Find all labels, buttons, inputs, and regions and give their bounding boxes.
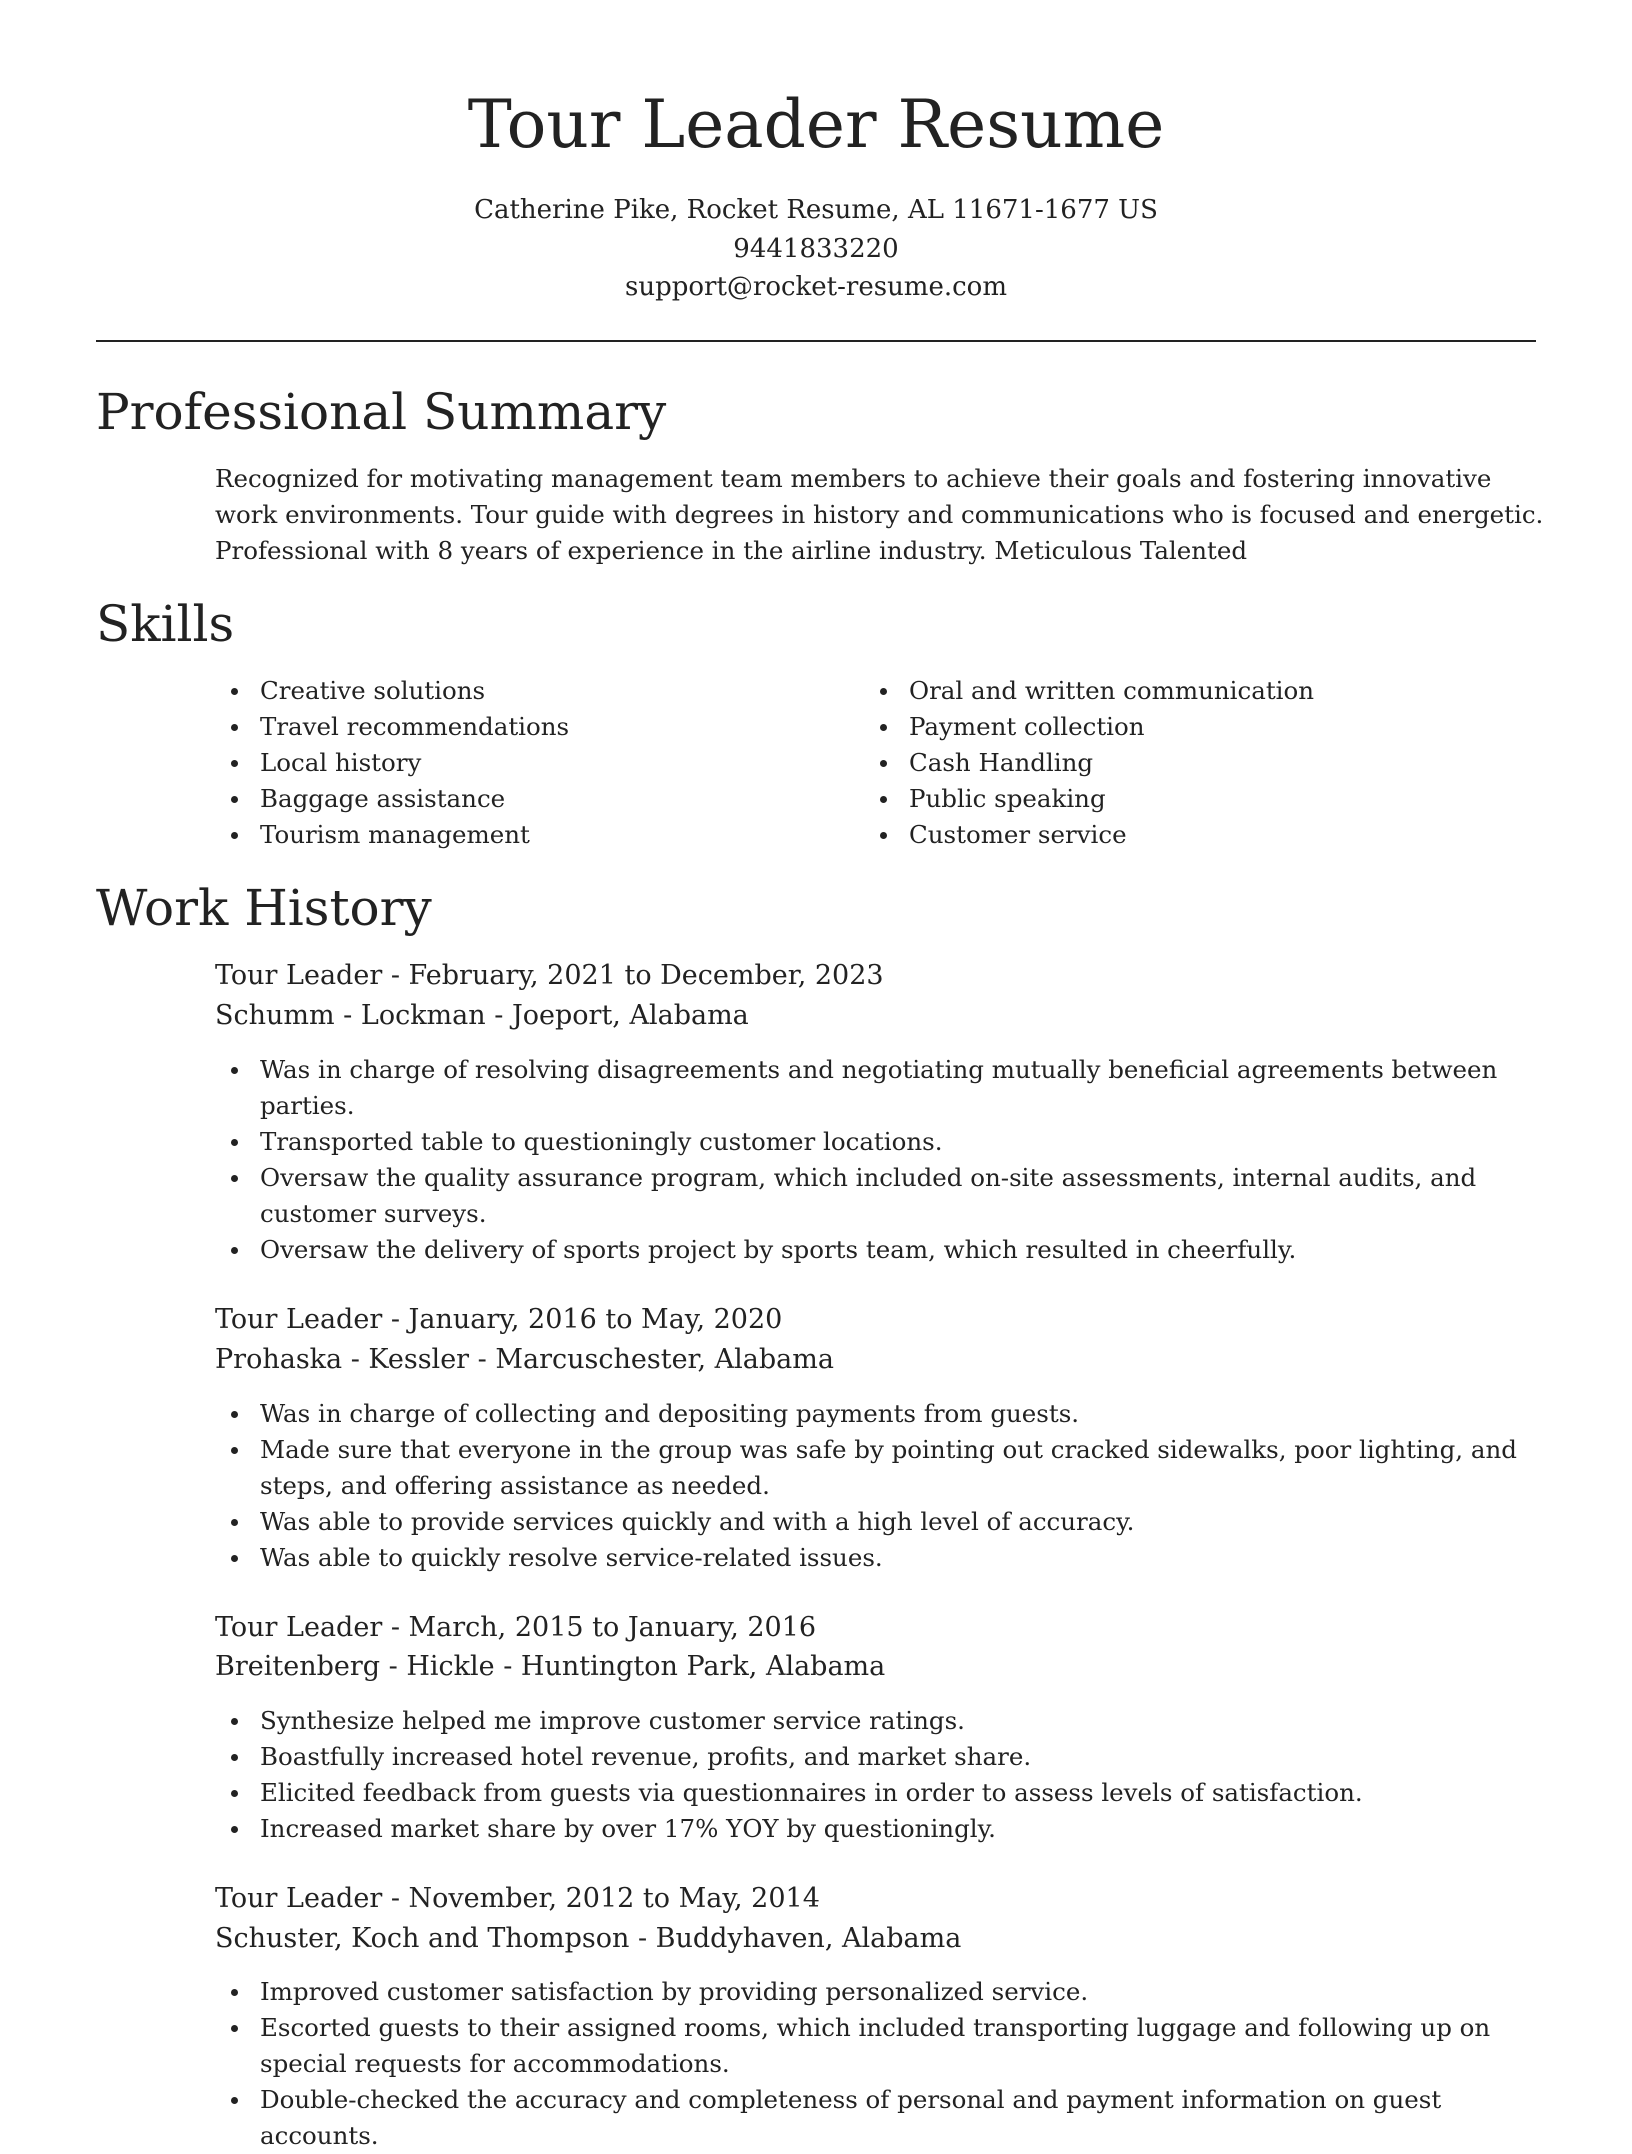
resume-title: Tour Leader Resume (467, 86, 1165, 163)
skill-item: Cash Handling (864, 745, 1424, 781)
skill-item: Payment collection (864, 709, 1424, 745)
work-history-heading: Work History (96, 879, 432, 937)
job-title: Tour Leader (215, 960, 383, 991)
skills-heading: Skills (96, 595, 235, 653)
job-bullet: Oversaw the delivery of sports project by sports team, which resulted in cheerfully. (215, 1232, 1545, 1268)
header-divider (96, 340, 1536, 342)
job-title-line (215, 1608, 816, 1648)
skill-item: Customer service (864, 817, 1424, 853)
job-company-line (215, 1340, 834, 1380)
job-bullets (215, 1974, 1545, 2154)
contact-phone: 9441833220 (733, 234, 899, 264)
job-dates: - March, 2015 to January, 2016 (382, 1612, 817, 1643)
job-bullets (215, 1052, 1545, 1268)
job-bullet: Synthesize helped me improve customer service ratings. (215, 1703, 1545, 1739)
job-bullet: Increased market share by over 17% YOY by questioningly. (215, 1811, 1545, 1847)
job-company-line (215, 1647, 885, 1687)
job-bullet: Was able to quickly resolve service-related issues. (215, 1540, 1545, 1576)
skill-item: Travel recommendations (215, 709, 775, 745)
job-bullet: Was in charge of collecting and depositing payments from guests. (215, 1396, 1545, 1432)
job-bullet: Was able to provide services quickly and with a high level of accuracy. (215, 1504, 1545, 1540)
summary-heading: Professional Summary (96, 383, 667, 441)
job-bullet: Improved customer satisfaction by providing personalized service. (215, 1974, 1545, 2010)
skill-item: Local history (215, 745, 775, 781)
job-bullet: Boastfully increased hotel revenue, profits, and market share. (215, 1739, 1545, 1775)
skill-item: Baggage assistance (215, 781, 775, 817)
job-bullet: Escorted guests to their assigned rooms, which included transporting luggage and following up on special requests for accommodations. (215, 2010, 1545, 2082)
skill-item: Public speaking (864, 781, 1424, 817)
job-location: - Marcuschester, Alabama (469, 1344, 834, 1375)
job-location: - Huntington Park, Alabama (494, 1651, 886, 1682)
job-bullet: Transported table to questioningly customer locations. (215, 1124, 1545, 1160)
contact-email: support@rocket-resume.com (624, 272, 1007, 302)
contact-address: Catherine Pike, Rocket Resume, AL 11671-1677 US (474, 195, 1158, 225)
job-bullet: Oversaw the quality assurance program, which included on-site assessments, internal audits, and customer surveys. (215, 1160, 1545, 1232)
skill-item: Creative solutions (215, 673, 775, 709)
skill-item: Oral and written communication (864, 673, 1424, 709)
job-company: Schuster, Koch and Thompson (215, 1923, 630, 1954)
summary-text: Recognized for motivating management team members to achieve their goals and fostering innovative work environments. Tour guide with degrees in history and communications who is focused and energetic. Professional with 8 years of experience in the airline industry. Meticulous Talented (215, 464, 1544, 565)
job-bullet: Made sure that everyone in the group was safe by pointing out cracked sidewalks, poor lighting, and steps, and offering assistance as needed. (215, 1432, 1545, 1504)
job-company-line (215, 996, 749, 1036)
skills-list-right (864, 673, 1424, 853)
job-dates: - February, 2021 to December, 2023 (382, 960, 884, 991)
job-dates: - November, 2012 to May, 2014 (382, 1883, 820, 1914)
skills-list-left (215, 673, 775, 853)
job-bullet: Double-checked the accuracy and completeness of personal and payment information on guest accounts. (215, 2082, 1545, 2154)
job-bullet: Elicited feedback from guests via questionnaires in order to assess levels of satisfaction. (215, 1775, 1545, 1811)
job-location: - Joeport, Alabama (485, 1000, 749, 1031)
job-title-line (215, 1300, 782, 1340)
job-company: Breitenberg - Hickle (215, 1651, 495, 1682)
job-title: Tour Leader (215, 1883, 383, 1914)
job-bullets (215, 1396, 1545, 1576)
job-title: Tour Leader (215, 1304, 383, 1335)
job-company: Schumm - Lockman (215, 1000, 486, 1031)
job-bullet: Was in charge of resolving disagreements and negotiating mutually beneficial agreements between parties. (215, 1052, 1545, 1124)
job-company-line (215, 1919, 961, 1959)
job-title-line (215, 956, 884, 996)
job-dates: - January, 2016 to May, 2020 (382, 1304, 783, 1335)
job-bullets (215, 1703, 1545, 1847)
job-title: Tour Leader (215, 1612, 383, 1643)
job-title-line (215, 1879, 820, 1919)
job-location: - Buddyhaven, Alabama (629, 1923, 962, 1954)
skill-item: Tourism management (215, 817, 775, 853)
job-company: Prohaska - Kessler (215, 1344, 470, 1375)
